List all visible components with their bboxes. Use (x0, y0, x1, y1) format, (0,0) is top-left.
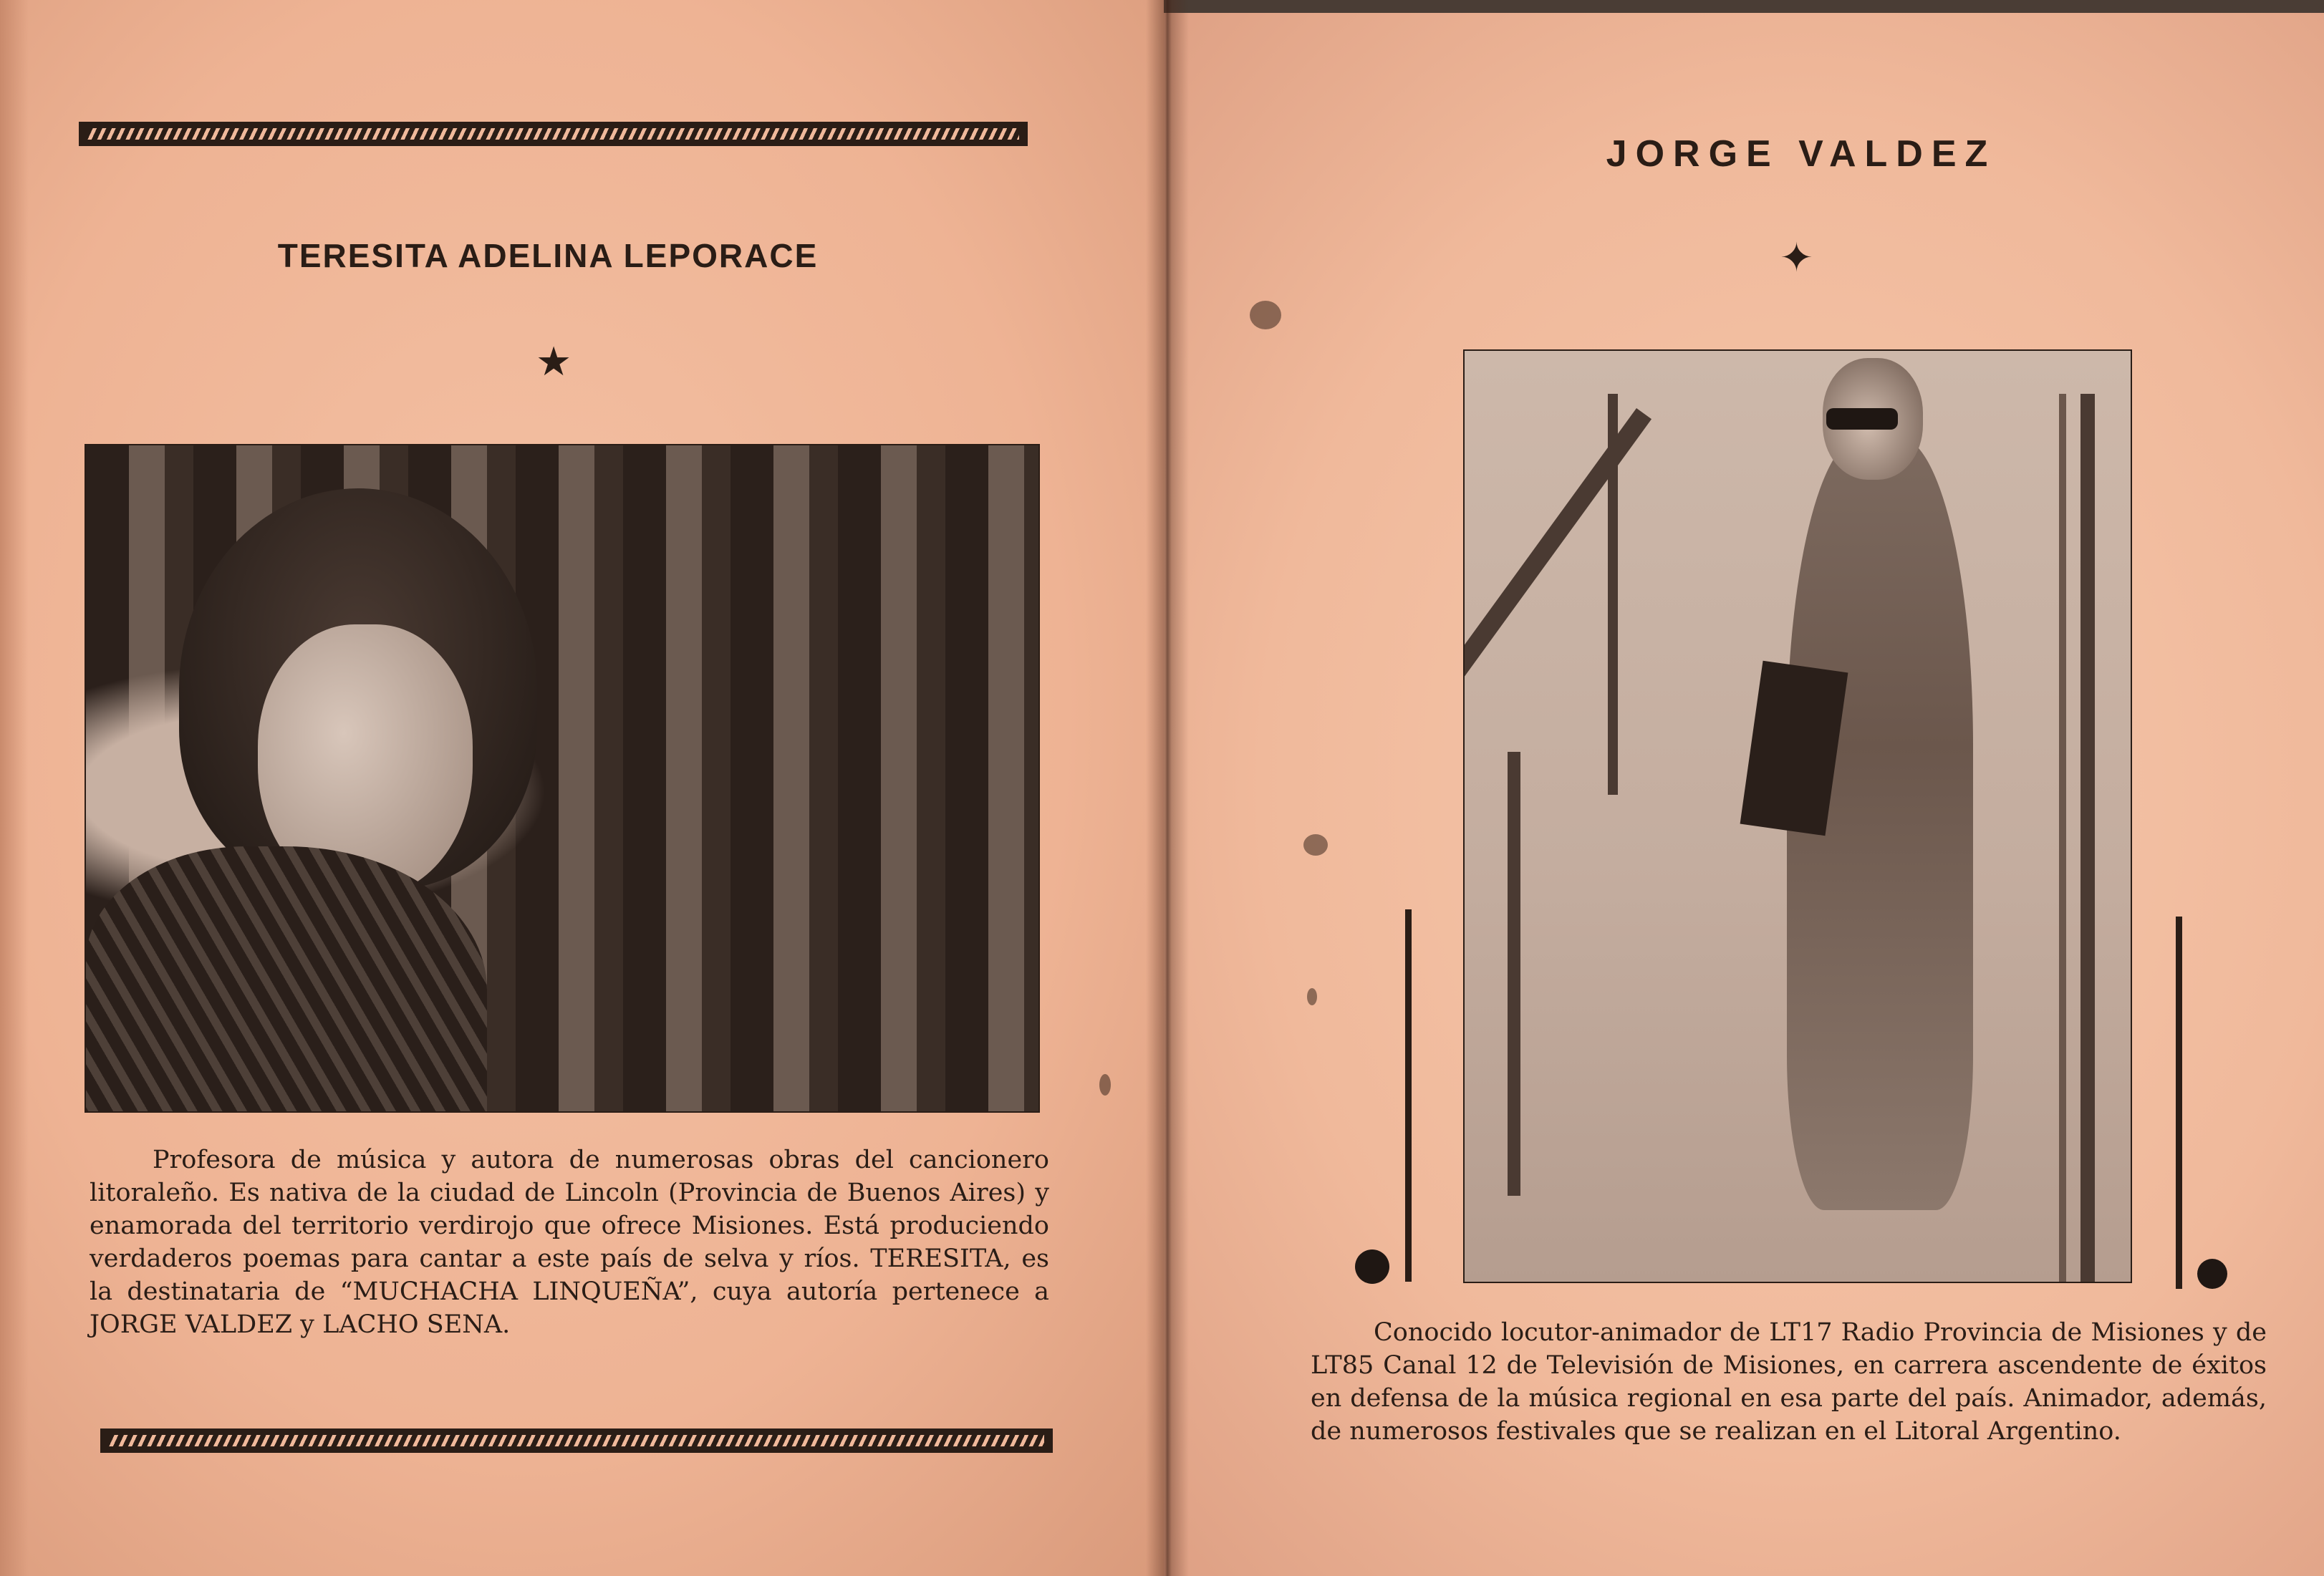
right-page-title: JORGE VALDEZ (1606, 133, 1997, 175)
decorative-bar-left (1405, 909, 1412, 1282)
caption-paragraph: Profesora de música y autora de numerosas obras del cancionero litoraleño. Es nativa de la ciudad de Lincoln (Provincia de Buenos Aires) y enamorada del territorio verdirojo que ofrece Misiones. Está produciendo verdaderos poemas para cantar a este país de selva y ríos. TERESITA, es la destinataria de “MUCHACHA LINQUEÑA”, cuya autoría pertenece a JORGE VALDEZ y LACHO SENA. (90, 1146, 1049, 1339)
star-ornament: ✦ (1780, 235, 1813, 281)
star-ornament: ★ (536, 339, 572, 385)
top-edge (1164, 0, 2324, 13)
decorative-dot-right (2197, 1259, 2227, 1289)
caption-paragraph: Conocido locutor-animador de LT17 Radio Provincia de Misiones y de LT85 Canal 12 de Televisión de Misiones, en carrera ascendente de éxitos en defensa de la música regional en esa parte del país. Animador, además, de numerosos festivales que se realizan en el Litoral Argentino. (1311, 1318, 2267, 1446)
bottom-ornamental-border (100, 1428, 1053, 1453)
paper-stain (1307, 988, 1317, 1005)
left-page-caption (90, 1144, 1049, 1341)
paper-stain (1303, 834, 1328, 856)
jorge-valdez-photo (1465, 351, 2131, 1282)
paper-stain (1099, 1074, 1111, 1096)
paper-stain (1250, 301, 1281, 329)
decorative-bar-right (2176, 917, 2182, 1289)
teresita-portrait-photo (86, 445, 1038, 1111)
left-page-title: TERESITA ADELINA LEPORACE (277, 237, 819, 274)
decorative-dot-left (1355, 1249, 1389, 1284)
book-spine (1146, 0, 1189, 1576)
top-ornamental-border (79, 122, 1028, 146)
right-page-caption (1311, 1316, 2267, 1448)
